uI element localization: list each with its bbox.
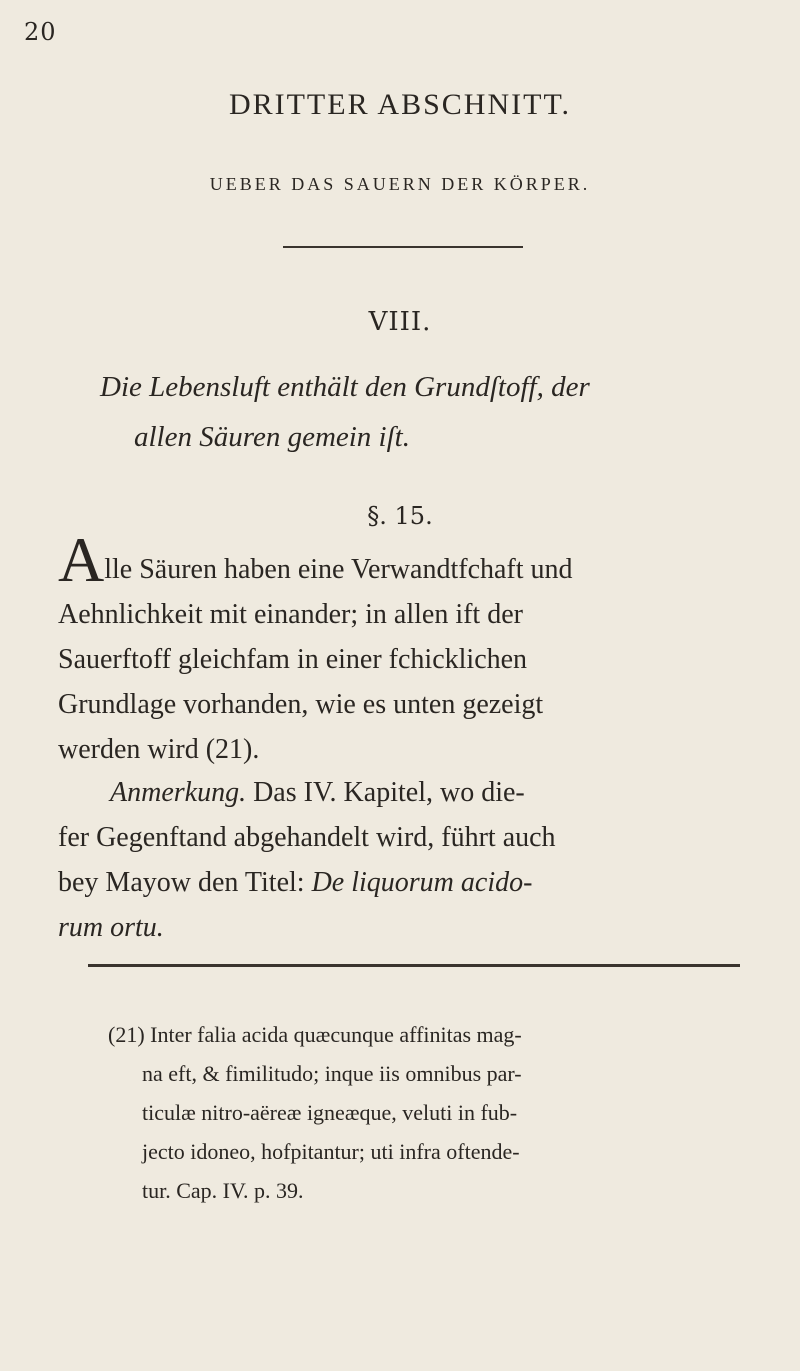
- text-segment: bey Mayow den Titel:: [58, 867, 312, 898]
- section-subtitle: UEBER DAS SAUERN DER KÖRPER.: [209, 174, 591, 194]
- heading-line: allen Säuren gemein iſt.: [134, 421, 410, 453]
- text-line-rest: lle Säuren haben eine Verwandtfchaft und: [104, 554, 573, 585]
- latin-title: De liquorum acido-: [311, 867, 533, 898]
- text-line: rum ortu.: [58, 912, 164, 943]
- footnote-rule: [88, 964, 740, 967]
- drop-cap: A: [58, 524, 105, 595]
- footnote-line: jecto idoneo, hofpitantur; uti infra oftende-: [142, 1139, 520, 1164]
- heading-line: Die Lebensluft enthält den Grundſtoff, der: [100, 371, 590, 403]
- paragraph-mark: §. 15.: [367, 502, 433, 530]
- page-number: 20: [24, 18, 57, 46]
- text-line: [58, 860, 758, 905]
- running-head: DRITTER ABSCHNITT.: [228, 88, 572, 121]
- text-line: Grundlage vorhanden, wie es unten gezeigt: [58, 689, 544, 720]
- text-line: [58, 770, 758, 815]
- text-line: werden wird (21).: [58, 734, 260, 765]
- body-paragraph: [58, 524, 758, 772]
- section-number: VIII.: [368, 307, 432, 337]
- annotation-label: Anmerkung.: [110, 777, 247, 808]
- text-line: fer Gegenftand abgehandelt wird, führt auch: [58, 822, 556, 853]
- footnote-line: (21) Inter falia acida quæcunque affinitas mag-: [108, 1022, 522, 1047]
- footnote: [108, 1015, 748, 1210]
- footnote-line: na eft, & fimilitudo; inque iis omnibus par-: [142, 1061, 522, 1086]
- divider-rule: [283, 246, 523, 248]
- text-line: Sauerftoff gleichfam in einer fchicklichen: [58, 644, 528, 675]
- footnote-line: tur. Cap. IV. p. 39.: [142, 1178, 304, 1203]
- section-heading: [100, 362, 780, 462]
- footnote-line: ticulæ nitro-aëreæ igneæque, veluti in fub-: [142, 1100, 518, 1125]
- text-line: [58, 524, 758, 595]
- text-line-rest: Das IV. Kapitel, wo die-: [246, 777, 525, 808]
- annotation-paragraph: [58, 770, 758, 950]
- text-line: Aehnlichkeit mit einander; in allen ift der: [58, 599, 523, 630]
